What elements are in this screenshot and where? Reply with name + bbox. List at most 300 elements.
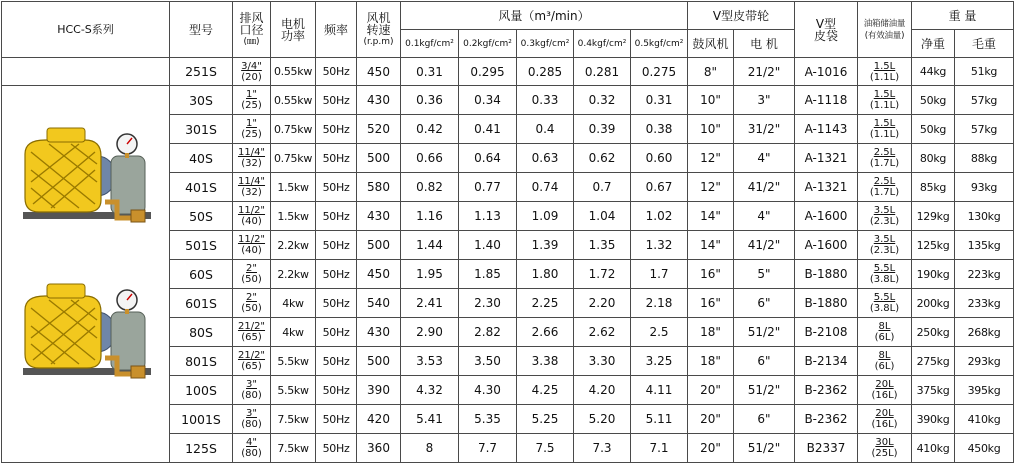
header-model: 型号 (170, 2, 233, 58)
header-oil-line1: 油箱储油量 (863, 18, 906, 29)
cell-outlet-inch: 21/2" (237, 350, 266, 361)
cell-airflow-5: 4.11 (631, 376, 688, 405)
cell-airflow-2: 2.30 (459, 289, 517, 318)
cell-airflow-5: 0.67 (631, 173, 688, 202)
cell-net-weight: 44kg (912, 58, 955, 86)
header-outlet (233, 2, 271, 58)
cell-outlet-mm: (25) (241, 129, 262, 140)
cell-belt: B-1880 (795, 289, 858, 318)
cell-net-weight: 200kg (912, 289, 955, 318)
cell-net-weight: 129kg (912, 202, 955, 231)
cell-outlet-inch: 3" (246, 408, 257, 419)
header-outlet-line3: (㎜) (243, 36, 260, 47)
cell-airflow-3: 7.5 (517, 434, 574, 463)
cell-airflow-5: 1.32 (631, 231, 688, 260)
cell-pulley-blower: 10" (688, 86, 734, 115)
cell-airflow-2: 0.295 (459, 58, 517, 86)
header-oil (858, 2, 912, 58)
cell-pulley-motor: 3" (734, 86, 795, 115)
cell-gross-weight: 130kg (955, 202, 1014, 231)
cell-net-weight: 390kg (912, 405, 955, 434)
cell-belt: B-2108 (795, 318, 858, 347)
cell-airflow-1: 3.53 (401, 347, 459, 376)
cell-oil (858, 405, 912, 434)
cell-frequency: 50Hz (316, 405, 357, 434)
table-row (2, 86, 1014, 115)
cell-airflow-4: 7.3 (574, 434, 631, 463)
cell-outlet-mm: (65) (241, 332, 262, 343)
cell-belt: A-1600 (795, 202, 858, 231)
cell-belt: B-2134 (795, 347, 858, 376)
cell-airflow-2: 0.64 (459, 144, 517, 173)
cell-power: 0.55kw (271, 58, 316, 86)
cell-airflow-1: 5.41 (401, 405, 459, 434)
cell-oil (858, 231, 912, 260)
cell-oil-total: 5.5L (873, 292, 896, 303)
cell-airflow-1: 1.16 (401, 202, 459, 231)
cell-net-weight: 50kg (912, 115, 955, 144)
cell-airflow-1: 0.31 (401, 58, 459, 86)
cell-model: 100S (170, 376, 233, 405)
cell-pulley-motor: 21/2" (734, 58, 795, 86)
cell-model: 30S (170, 86, 233, 115)
cell-rpm: 420 (357, 405, 401, 434)
cell-pulley-motor: 51/2" (734, 318, 795, 347)
cell-outlet-mm: (50) (241, 274, 262, 285)
cell-rpm: 390 (357, 376, 401, 405)
cell-rpm: 430 (357, 202, 401, 231)
header-pressure-2: 0.2kgf/cm² (459, 30, 517, 58)
cell-frequency: 50Hz (316, 58, 357, 86)
cell-outlet-inch: 2" (246, 292, 257, 303)
cell-airflow-5: 3.25 (631, 347, 688, 376)
cell-outlet (233, 347, 271, 376)
header-pressure-5: 0.5kgf/cm² (631, 30, 688, 58)
cell-airflow-3: 5.25 (517, 405, 574, 434)
cell-pulley-motor: 6" (734, 289, 795, 318)
cell-outlet (233, 318, 271, 347)
cell-oil-effective: (1.7L) (869, 158, 900, 169)
cell-belt: A-1143 (795, 115, 858, 144)
product-image-cell (2, 86, 170, 463)
cell-oil-effective: (3.8L) (869, 274, 900, 285)
cell-airflow-2: 4.30 (459, 376, 517, 405)
cell-oil-total: 20L (875, 379, 894, 390)
cell-airflow-5: 7.1 (631, 434, 688, 463)
header-speed-line2: 转速 (366, 22, 391, 37)
cell-oil-effective: (1.7L) (869, 187, 900, 198)
header-outlet-line2: 口径 (239, 22, 264, 37)
cell-pulley-blower: 14" (688, 202, 734, 231)
cell-pulley-blower: 12" (688, 144, 734, 173)
cell-airflow-1: 1.95 (401, 260, 459, 289)
product-images (2, 86, 170, 462)
cell-airflow-5: 1.7 (631, 260, 688, 289)
cell-outlet-mm: (40) (241, 245, 262, 256)
cell-pulley-blower: 16" (688, 289, 734, 318)
cell-airflow-5: 0.31 (631, 86, 688, 115)
cell-pulley-motor: 4" (734, 144, 795, 173)
cell-airflow-5: 2.18 (631, 289, 688, 318)
cell-outlet (233, 289, 271, 318)
header-belt-line2: 皮袋 (813, 28, 838, 43)
cell-airflow-4: 0.39 (574, 115, 631, 144)
cell-oil (858, 115, 912, 144)
cell-rpm: 360 (357, 434, 401, 463)
cell-power: 7.5kw (271, 434, 316, 463)
cell-oil-total: 3.5L (873, 205, 896, 216)
cell-gross-weight: 450kg (955, 434, 1014, 463)
cell-airflow-4: 3.30 (574, 347, 631, 376)
cell-frequency: 50Hz (316, 115, 357, 144)
cell-airflow-5: 0.275 (631, 58, 688, 86)
cell-rpm: 500 (357, 231, 401, 260)
cell-oil-effective: (16L) (871, 419, 898, 430)
header-pulley-blower: 鼓风机 (688, 30, 734, 58)
cell-power: 0.55kw (271, 86, 316, 115)
cell-model: 1001S (170, 405, 233, 434)
cell-airflow-3: 0.63 (517, 144, 574, 173)
cell-oil (858, 144, 912, 173)
cell-airflow-3: 0.33 (517, 86, 574, 115)
cell-airflow-1: 8 (401, 434, 459, 463)
cell-pulley-blower: 20" (688, 405, 734, 434)
cell-oil-total: 1.5L (873, 60, 896, 72)
cell-belt: B-1880 (795, 260, 858, 289)
cell-outlet (233, 144, 271, 173)
cell-power: 2.2kw (271, 231, 316, 260)
cell-pulley-blower: 20" (688, 376, 734, 405)
cell-pulley-blower: 14" (688, 231, 734, 260)
cell-airflow-4: 1.04 (574, 202, 631, 231)
cell-gross-weight: 135kg (955, 231, 1014, 260)
header-pressure-1: 0.1kgf/cm² (401, 30, 459, 58)
cell-outlet-inch: 21/2" (237, 321, 266, 332)
cell-outlet-mm: (32) (241, 158, 262, 169)
cell-frequency: 50Hz (316, 376, 357, 405)
cell-pulley-blower: 8" (688, 58, 734, 86)
cell-outlet-mm: (20) (241, 71, 262, 83)
cell-frequency: 50Hz (316, 144, 357, 173)
cell-power: 5.5kw (271, 347, 316, 376)
cell-airflow-2: 7.7 (459, 434, 517, 463)
cell-rpm: 500 (357, 347, 401, 376)
cell-oil-total: 2.5L (873, 147, 896, 158)
cell-airflow-3: 2.66 (517, 318, 574, 347)
cell-airflow-1: 0.36 (401, 86, 459, 115)
cell-pulley-blower: 16" (688, 260, 734, 289)
cell-power: 1.5kw (271, 173, 316, 202)
header-pressure-3: 0.3kgf/cm² (517, 30, 574, 58)
cell-power: 0.75kw (271, 144, 316, 173)
cell-airflow-2: 0.34 (459, 86, 517, 115)
cell-outlet (233, 405, 271, 434)
cell-outlet (233, 58, 271, 86)
cell-pulley-motor: 6" (734, 405, 795, 434)
cell-belt: A-1118 (795, 86, 858, 115)
cell-oil (858, 318, 912, 347)
cell-outlet-inch: 2" (246, 263, 257, 274)
cell-rpm: 520 (357, 115, 401, 144)
cell-oil-total: 1.5L (873, 89, 896, 100)
cell-frequency: 50Hz (316, 434, 357, 463)
cell-oil-total: 1.5L (873, 118, 896, 129)
cell-outlet-inch: 3" (246, 379, 257, 390)
cell-model: 401S (170, 173, 233, 202)
cell-oil-effective: (2.3L) (869, 216, 900, 227)
cell-oil (858, 376, 912, 405)
cell-frequency: 50Hz (316, 347, 357, 376)
cell-outlet-mm: (80) (241, 419, 262, 430)
cell-oil (858, 86, 912, 115)
cell-airflow-1: 1.44 (401, 231, 459, 260)
cell-rpm: 450 (357, 58, 401, 86)
cell-net-weight: 375kg (912, 376, 955, 405)
header-net-weight: 净重 (912, 30, 955, 58)
table-row (2, 58, 1014, 86)
cell-outlet (233, 202, 271, 231)
cell-oil (858, 347, 912, 376)
cell-pulley-motor: 51/2" (734, 376, 795, 405)
cell-oil (858, 434, 912, 463)
cell-outlet-mm: (80) (241, 448, 262, 459)
cell-outlet-inch: 3/4" (241, 60, 262, 72)
cell-outlet-inch: 4" (246, 437, 257, 448)
cell-airflow-4: 2.20 (574, 289, 631, 318)
header-gross-weight: 毛重 (955, 30, 1014, 58)
cell-airflow-1: 2.90 (401, 318, 459, 347)
cell-gross-weight: 268kg (955, 318, 1014, 347)
cell-model: 80S (170, 318, 233, 347)
cell-power: 1.5kw (271, 202, 316, 231)
cell-rpm: 540 (357, 289, 401, 318)
header-frequency: 频率 (316, 2, 357, 58)
cell-airflow-3: 1.39 (517, 231, 574, 260)
series-blank-cell (2, 58, 170, 86)
cell-frequency: 50Hz (316, 173, 357, 202)
cell-gross-weight: 57kg (955, 115, 1014, 144)
cell-pulley-motor: 5" (734, 260, 795, 289)
cell-airflow-5: 0.38 (631, 115, 688, 144)
cell-model: 40S (170, 144, 233, 173)
cell-airflow-3: 2.25 (517, 289, 574, 318)
cell-belt: A-1016 (795, 58, 858, 86)
cell-net-weight: 190kg (912, 260, 955, 289)
cell-model: 601S (170, 289, 233, 318)
cell-oil-total: 3.5L (873, 234, 896, 245)
cell-airflow-4: 4.20 (574, 376, 631, 405)
cell-airflow-2: 1.40 (459, 231, 517, 260)
cell-gross-weight: 293kg (955, 347, 1014, 376)
cell-outlet (233, 376, 271, 405)
cell-outlet (233, 231, 271, 260)
header-motor-line1: 电机 (280, 16, 305, 31)
header-belt (795, 2, 858, 58)
cell-gross-weight: 410kg (955, 405, 1014, 434)
cell-oil (858, 202, 912, 231)
cell-pulley-motor: 41/2" (734, 173, 795, 202)
header-pressure-4: 0.4kgf/cm² (574, 30, 631, 58)
cell-outlet-mm: (25) (241, 100, 262, 111)
cell-gross-weight: 223kg (955, 260, 1014, 289)
cell-power: 2.2kw (271, 260, 316, 289)
cell-oil-effective: (6L) (874, 361, 895, 372)
cell-oil-total: 2.5L (873, 176, 896, 187)
cell-outlet (233, 86, 271, 115)
cell-oil-total: 20L (875, 408, 894, 419)
cell-outlet (233, 434, 271, 463)
cell-gross-weight: 93kg (955, 173, 1014, 202)
cell-pulley-blower: 12" (688, 173, 734, 202)
cell-outlet-mm: (65) (241, 361, 262, 372)
cell-pulley-motor: 51/2" (734, 434, 795, 463)
header-motor-power (271, 2, 316, 58)
cell-frequency: 50Hz (316, 260, 357, 289)
cell-oil-total: 5.5L (873, 263, 896, 274)
cell-airflow-4: 0.7 (574, 173, 631, 202)
cell-outlet-inch: 11/2" (237, 205, 266, 216)
cell-power: 5.5kw (271, 376, 316, 405)
cell-airflow-1: 2.41 (401, 289, 459, 318)
cell-gross-weight: 395kg (955, 376, 1014, 405)
cell-outlet-mm: (40) (241, 216, 262, 227)
cell-oil-effective: (1.1L) (869, 100, 900, 111)
cell-belt: A-1321 (795, 144, 858, 173)
header-oil-line2: (有效油量) (864, 30, 905, 41)
cell-model: 125S (170, 434, 233, 463)
cell-gross-weight: 88kg (955, 144, 1014, 173)
cell-frequency: 50Hz (316, 318, 357, 347)
cell-airflow-4: 5.20 (574, 405, 631, 434)
cell-oil-total: 8L (878, 321, 891, 332)
cell-outlet (233, 115, 271, 144)
cell-net-weight: 275kg (912, 347, 955, 376)
cell-outlet-mm: (80) (241, 390, 262, 401)
cell-oil-effective: (1.1L) (869, 129, 900, 140)
cell-outlet-mm: (50) (241, 303, 262, 314)
cell-airflow-2: 0.41 (459, 115, 517, 144)
cell-model: 301S (170, 115, 233, 144)
cell-airflow-2: 3.50 (459, 347, 517, 376)
cell-airflow-5: 2.5 (631, 318, 688, 347)
cell-rpm: 580 (357, 173, 401, 202)
cell-airflow-2: 5.35 (459, 405, 517, 434)
cell-outlet-mm: (32) (241, 187, 262, 198)
cell-net-weight: 410kg (912, 434, 955, 463)
cell-gross-weight: 233kg (955, 289, 1014, 318)
header-speed (357, 2, 401, 58)
cell-airflow-3: 4.25 (517, 376, 574, 405)
cell-power: 4kw (271, 318, 316, 347)
header-airflow: 风量（m³/min） (401, 2, 688, 30)
blower-illustration-icon (19, 126, 154, 224)
cell-net-weight: 50kg (912, 86, 955, 115)
cell-oil-effective: (6L) (874, 332, 895, 343)
cell-net-weight: 250kg (912, 318, 955, 347)
cell-model: 801S (170, 347, 233, 376)
cell-power: 7.5kw (271, 405, 316, 434)
header-speed-line1: 风机 (366, 10, 391, 25)
cell-pulley-motor: 6" (734, 347, 795, 376)
cell-rpm: 500 (357, 144, 401, 173)
cell-oil-total: 30L (875, 437, 894, 448)
cell-airflow-3: 0.74 (517, 173, 574, 202)
cell-airflow-5: 1.02 (631, 202, 688, 231)
cell-power: 0.75kw (271, 115, 316, 144)
cell-oil-effective: (16L) (871, 390, 898, 401)
cell-outlet-inch: 11/2" (237, 234, 266, 245)
cell-airflow-3: 0.285 (517, 58, 574, 86)
cell-pulley-motor: 31/2" (734, 115, 795, 144)
cell-model: 501S (170, 231, 233, 260)
cell-pulley-blower: 20" (688, 434, 734, 463)
spec-table (1, 1, 1014, 463)
cell-airflow-3: 3.38 (517, 347, 574, 376)
cell-belt: A-1321 (795, 173, 858, 202)
cell-outlet-inch: 11/4" (237, 147, 266, 158)
header-series: HCC-S系列 (2, 2, 170, 58)
cell-airflow-5: 5.11 (631, 405, 688, 434)
cell-oil-total: 8L (878, 350, 891, 361)
cell-oil-effective: (2.3L) (869, 245, 900, 256)
cell-belt: B2337 (795, 434, 858, 463)
cell-pulley-blower: 18" (688, 318, 734, 347)
cell-oil-effective: (1.1L) (869, 71, 900, 83)
cell-pulley-blower: 18" (688, 347, 734, 376)
cell-oil (858, 173, 912, 202)
cell-outlet-inch: 1" (246, 118, 257, 129)
cell-airflow-4: 1.35 (574, 231, 631, 260)
cell-frequency: 50Hz (316, 202, 357, 231)
cell-rpm: 450 (357, 260, 401, 289)
cell-gross-weight: 51kg (955, 58, 1014, 86)
blower-illustration-icon (19, 282, 154, 380)
cell-model: 251S (170, 58, 233, 86)
cell-airflow-2: 1.13 (459, 202, 517, 231)
cell-outlet-inch: 1" (246, 89, 257, 100)
cell-pulley-motor: 41/2" (734, 231, 795, 260)
cell-airflow-2: 2.82 (459, 318, 517, 347)
cell-belt: B-2362 (795, 405, 858, 434)
header-speed-line3: (r.p.m) (363, 36, 394, 47)
cell-airflow-1: 0.82 (401, 173, 459, 202)
cell-pulley-blower: 10" (688, 115, 734, 144)
cell-airflow-3: 1.09 (517, 202, 574, 231)
cell-net-weight: 80kg (912, 144, 955, 173)
cell-airflow-2: 1.85 (459, 260, 517, 289)
cell-model: 60S (170, 260, 233, 289)
cell-net-weight: 85kg (912, 173, 955, 202)
spec-table-body (2, 58, 1014, 463)
cell-airflow-1: 0.66 (401, 144, 459, 173)
cell-outlet-inch: 11/4" (237, 176, 266, 187)
cell-gross-weight: 57kg (955, 86, 1014, 115)
cell-frequency: 50Hz (316, 231, 357, 260)
header-row-1 (2, 2, 1014, 30)
cell-airflow-4: 1.72 (574, 260, 631, 289)
cell-net-weight: 125kg (912, 231, 955, 260)
cell-oil-effective: (25L) (871, 448, 898, 459)
cell-oil-effective: (3.8L) (869, 303, 900, 314)
cell-belt: A-1600 (795, 231, 858, 260)
cell-airflow-2: 0.77 (459, 173, 517, 202)
cell-oil (858, 289, 912, 318)
cell-power: 4kw (271, 289, 316, 318)
cell-airflow-1: 0.42 (401, 115, 459, 144)
header-motor-line2: 功率 (280, 28, 305, 43)
cell-oil (858, 58, 912, 86)
cell-airflow-4: 0.32 (574, 86, 631, 115)
